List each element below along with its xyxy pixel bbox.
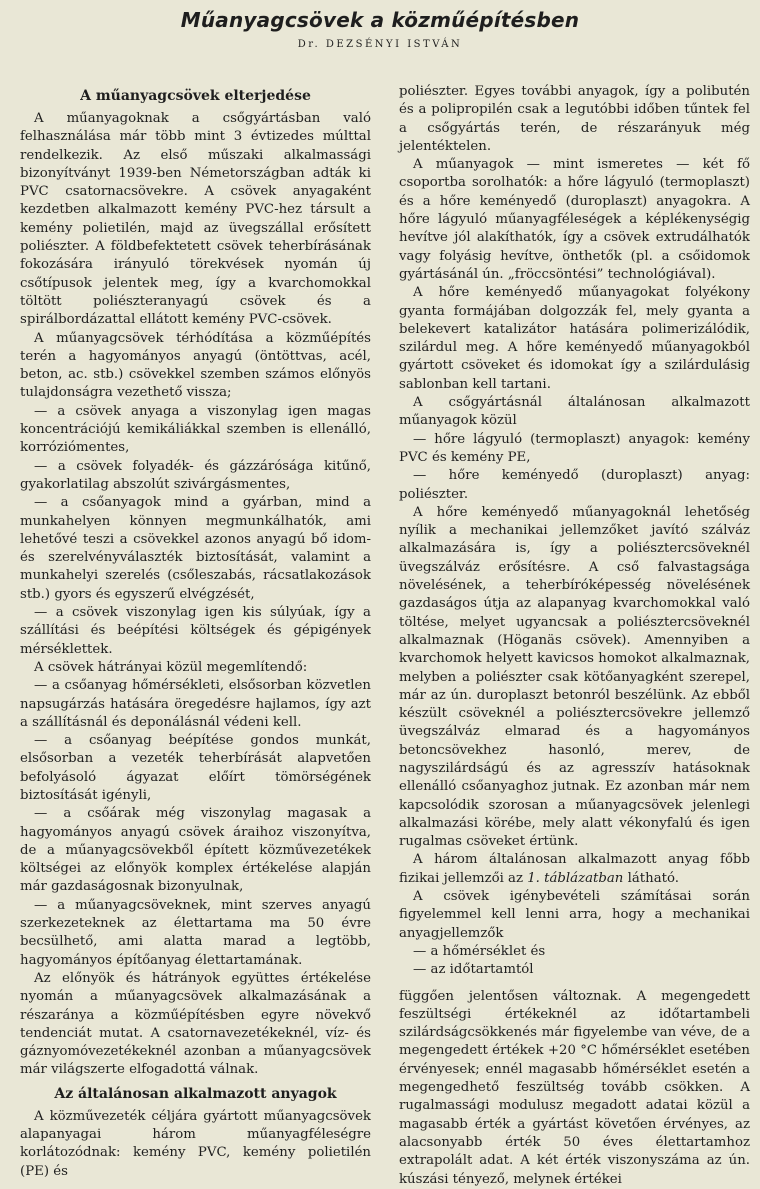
list-item: — az időtartamtól: [413, 962, 534, 978]
list-item: — a csőanyag beépítése gondos munkát, elsősorban a vezeték teherbírását alapvetően befolyásoló ágyazat előírt tömörségének biztosítását igényli,: [20, 733, 371, 803]
text: A három általánosan alkalmazott anyag főbb fizikai jellemzői az: [399, 852, 750, 886]
paragraph: A hőre keményedő műanyagoknál lehetőség nyílik a mechanikai jellemzőket javító szálváz alkalmazására is, így a poliésztercsöveknél üvegszálváz erősítésre. A cső falvastagsága növelésének, a teherbíróképesség növelésének gazdaságos útja az alapanyag kvarchomokkal való töltése, melyet ugyancsak a poliésztercsöveknél alkalmaznak (Höganäs csövek). Amennyiben a kvarchomok helyett kavicsos homokot alkalmaznak, melyben a poliészter csak kötőanyagként szerepel, már az ún. duroplaszt betonról beszélünk. Az ebből készült csöveknél a poliésztercsövekre jellemző üvegszálváz elmarad és a hagyományos betoncsövekhez hasonló, merev, de nagyszilárdságú és az agresszív hatásoknak ellenálló csőanyaghoz jutnak. Ez azonban már nem kapcsolódik szorosan a műanyagcsövek jelenlegi alkalmazási körébe, mely alatt vékonyfalú és igen rugalmas csöveket értünk.: [399, 504, 750, 850]
paragraph: függően jelentősen változnak. A megengedett feszültségi értékeknél az időtartambeli szilárdságcsökkenés már figyelembe van véve, de a megengedett értékek +20 °C hőmérséklet esetében érvényesek; ennél magasabb hőmérséklet esetén a megengedhető feszültség tovább csökken. A rugalmassági modulusz megadott adatai közül a magasabb érték a gyártást követően érvényes, az alacsonyabb érték 50 éves élettartamhoz extrapolált adat. A két érték viszonyszáma az ún. kúszási tényező, melynek értékei: [399, 988, 750, 1187]
text: látható.: [623, 870, 679, 886]
list-item: — a csövek anyaga a viszonylag igen magas koncentrációjú kemikáliákkal szemben is ellenálló, korróziómentes,: [20, 403, 371, 456]
article-title: Műanyagcsövek a közműépítésben: [180, 8, 580, 32]
list-item: — hőre lágyuló (termoplaszt) anyagok: kemény PVC és kemény PE,: [399, 431, 750, 465]
list-item: — a csövek viszonylag igen kis súlyúak, így a szállítási és beépítési költségek és gépigények mérséklettek.: [20, 605, 371, 657]
paragraph: A műanyagcsövek térhódítása a közműépítés terén a hagyományos anyagú (öntöttvas, acél, beton, ac. stb.) csövekkel szemben számos előnyös tulajdonságra vezethető vissza;: [20, 330, 371, 401]
table-reference: 1. táblázatban: [527, 870, 624, 886]
paragraph: poliészter. Egyes további anyagok, így a polibutén és a polipropilén csak a legutóbbi időben tűntek fel a csőgyártás terén, de részarányuk még jelentéktelen.: [399, 84, 750, 154]
list-item: — a csőanyag hőmérsékleti, elsősorban közvetlen napsugárzás hatására öregedésre hajlamos, így azt a szállításnál és deponálásnál védeni kell.: [20, 678, 371, 730]
left-column: [20, 86, 371, 1181]
paragraph-table-ref: [399, 851, 750, 888]
paragraph: Az előnyök és hátrányok együttes értékelése nyomán a műanyagcsövek alkalmazásának a részaránya a közműépítésben egyre növekvő tendenciát mutat. A csatornavezetékeknél, víz- és gáznyomóvezetékeknél azonban a műanyagcsövek már világszerte elfogadottá válnak.: [20, 970, 371, 1078]
section-heading-materials: Az általánosan alkalmazott anyagok: [54, 1085, 337, 1102]
paragraph: A csőgyártásnál általánosan alkalmazott műanyagok közül: [399, 395, 750, 429]
paragraph: A csövek igénybevételi számításai során figyelemmel kell lenni arra, hogy a mechanikai anyagjellemzők: [399, 889, 750, 941]
list-item: — a műanyagcsöveknek, mint szerves anyagú szerkezeteknek az élettartama ma 50 évre becsülhető, ami alatta marad a legtöbb, hagyományos építőanyag élettartamának.: [20, 897, 371, 968]
paragraph: A közművezeték céljára gyártott műanyagcsövek alapanyagai három műanyagféleségre korlátozódnak: kemény PVC, kemény polietilén (PE) és: [20, 1108, 371, 1179]
list-item: — hőre keményedő (duroplaszt) anyag: poliészter.: [399, 468, 750, 502]
list-item: — a hőmérséklet és: [413, 943, 546, 959]
list-item: — a csőárak még viszonylag magasak a hagyományos anyagú csövek áraihoz viszonyítva, de a műanyagcsövekből épített közművezetékek költségei az előnyök komplex értékelése alapján már gazdaságosnak bizonyulnak,: [20, 806, 371, 895]
list-item: — a csövek folyadék- és gázzárósága kitűnő, gyakorlatilag abszolút szivárgásmentes,: [20, 458, 371, 492]
article-author: Dr. DEZSÉNYI ISTVÁN: [297, 39, 463, 50]
paragraph: A műanyagoknak a csőgyártásban való felhasználása már több mint 3 évtizedes múlttal rendelkezik. Az első műszaki alkalmassági bizonyítványt 1939-ben Németországban adták ki PVC csatornacsövekre. A csövek anyagaként kezdetben alkalmazott kemény PVC-hez társult a kemény polietilén, majd az üvegszállal erősített poliészter. A földbefektetett csövek teherbírásának fokozására irányuló törekvések nyomán új csőtípusok jelentek meg, így a kvarchomokkal töltött poliészteranyagú csövek és a spirálbordázattal ellátott kemény PVC-csövek.: [20, 111, 371, 328]
paragraph: A csövek hátrányai közül megemlítendő:: [34, 659, 308, 675]
paragraph: A hőre keményedő műanyagokat folyékony gyanta formájában dolgozzák fel, mely gyanta a belekevert katalizátor hatására polimerizálódik, szilárdul meg. A hőre keményedő műanyagokból gyártott csöveket és idomokat így a szilárdulásig sablonban kell tartani.: [399, 285, 750, 392]
paragraph: A műanyagok — mint ismeretes — két fő csoportba sorolhatók: a hőre lágyuló (termoplaszt) és a hőre keményedő (duroplaszt) anyagokra. A hőre lágyuló műanyagféleségek a képlékenységig hevítve jól alakíthatók, így a csövek extrudálhatók vagy folyásig hevítve, önthetők (pl. a csőidomok gyártásánál ún. „fröccsöntési” technológiával).: [399, 157, 750, 282]
list-item: — a csőanyagok mind a gyárban, mind a munkahelyen könnyen megmunkálhatók, ami lehetővé teszi a csövekkel azonos anyagú bő idom- és szerelvényválaszték biztosítását, valamint a munkahelyi szerelés (csőleszabás, rácsatlakozások stb.) gyors és egyszerű elvégzését,: [20, 495, 371, 602]
right-column: [399, 83, 750, 1189]
section-heading-spread: A műanyagcsövek elterjedése: [80, 88, 311, 104]
